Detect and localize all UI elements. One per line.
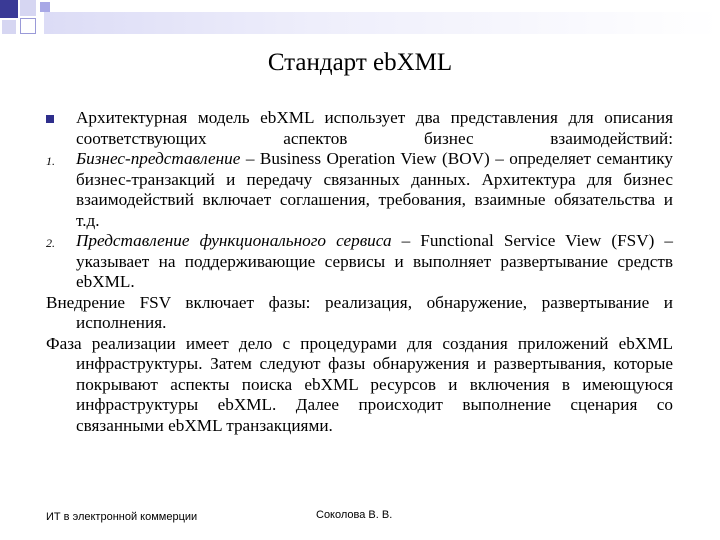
numbered-item-2 bbox=[46, 231, 673, 293]
paragraph-phases: Фаза реализации имеет дело с процедурами для создания приложений ebXML инфраструктуры. Затем следуют фазы обнаружения и развертывания, которые покрывают аспекты поиска ebXML ресурсов и включения в имеющуюся инфраструктуры ebXML. Далее происходит выполнение сценария со связанными ebXML транзакциями. bbox=[46, 333, 673, 435]
decor-square bbox=[20, 18, 36, 34]
decor-square bbox=[0, 0, 18, 18]
footer-author: Соколова В. В. bbox=[316, 509, 393, 521]
bullet-item bbox=[46, 108, 673, 149]
bullet-text: Архитектурная модель ebXML использует два представления для описания соответствующих аспектов бизнес взаимодействий: bbox=[76, 108, 673, 148]
square-bullet-icon bbox=[46, 115, 54, 123]
decor-square bbox=[2, 20, 16, 34]
header-gradient-bar bbox=[44, 12, 720, 34]
footer-course: ИТ в электронной коммерции bbox=[46, 511, 198, 523]
decor-square bbox=[20, 0, 36, 16]
item-text: – Business Operation View (BOV) – определяет семантику бизнес-транзакций и передачу связанных данных. Архитектура для бизнес взаимодействий включает соглашения, требования, взаимные обязательства и т.д. bbox=[76, 149, 673, 230]
item-term: Бизнес-представление bbox=[76, 149, 241, 168]
decor-square bbox=[40, 2, 50, 12]
list-number: 2. bbox=[46, 236, 55, 250]
item-text: – Functional Service View (FSV) – указывает на поддерживающие сервисы и выполняет развертывание средств ebXML. bbox=[76, 231, 673, 291]
list-number: 1. bbox=[46, 154, 55, 168]
item-term: Представление функционального сервиса bbox=[76, 231, 392, 250]
numbered-item-1 bbox=[46, 149, 673, 231]
slide-content bbox=[46, 108, 673, 436]
slide-title: Стандарт ebXML bbox=[267, 49, 453, 76]
paragraph-fsv: Внедрение FSV включает фазы: реализация, обнаружение, развертывание и исполнения. bbox=[46, 292, 673, 332]
